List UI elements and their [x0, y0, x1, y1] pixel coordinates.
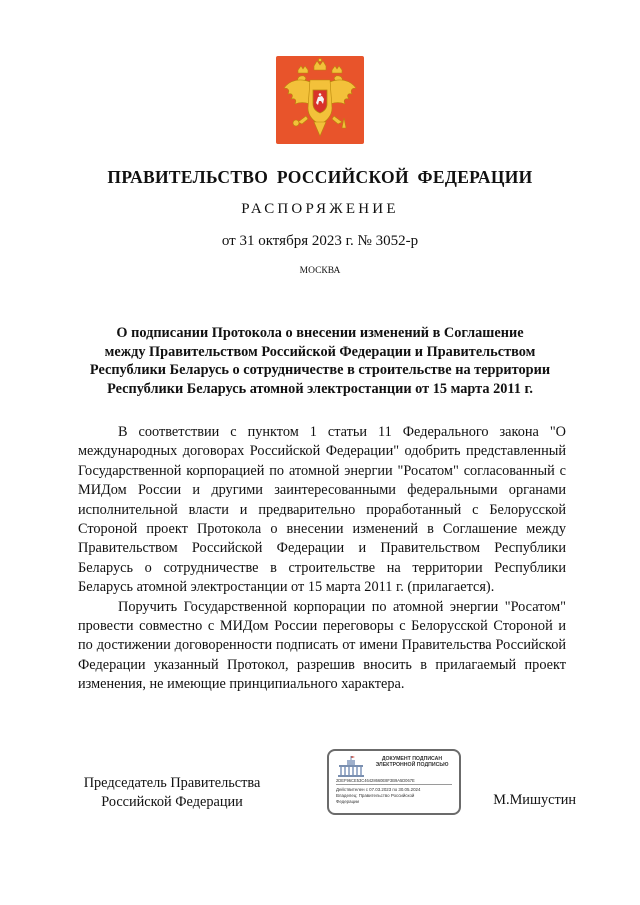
subject-line: Республики Беларусь атомной электростанции от 15 марта 2011 г. — [107, 380, 533, 397]
stamp-validity: Действителен с 07.03.2023 по 30.05.2024 — [336, 787, 421, 792]
subject-line: Республики Беларусь о сотрудничестве в строительстве на территории — [89, 362, 551, 379]
stamp-serial: 2DEF96CE53C46428660E8F3B9A5D067E — [336, 778, 415, 783]
stamp-divider — [336, 784, 452, 785]
subject-line: О подписании Протокола о внесении изменений в Соглашение — [116, 325, 524, 341]
russian-coat-of-arms-icon — [276, 56, 364, 144]
document-subject — [70, 324, 570, 398]
government-title: ПРАВИТЕЛЬСТВО РОССИЙСКОЙ ФЕДЕРАЦИИ — [107, 167, 533, 187]
document-date-number: от 31 октября 2023 г. № 3052-р — [221, 233, 419, 249]
government-building-icon — [336, 756, 366, 778]
stamp-owner: Владелец: Правительство Российской — [336, 793, 415, 798]
subject-line: между Правительством Российской Федерации и Правительством — [104, 343, 536, 360]
body-paragraph: В соответствии с пунктом 1 статьи 11 Федерального закона "О международных договорах Российской Федерации" одобрить представленный Государственной корпорацией по атомной энергии "Росатом" согласованный с МИДом России и другими заинтересованными федеральными органами исполнительной власти и предварительно проработанный с Белорусской Стороной проект Протокола о внесении изменений в Соглашение между Правительством Российской Федерации и Правительством Республики Беларусь о сотрудничестве в строительстве на территории Республики Беларусь атомной электростанции от 15 марта 2011 г. (прилагается). — [78, 424, 566, 596]
electronic-signature-stamp — [327, 749, 461, 815]
stamp-title-line: ДОКУМЕНТ ПОДПИСАН — [381, 756, 443, 762]
stamp-title-line: ЭЛЕКТРОННОЙ ПОДПИСЬЮ — [375, 762, 449, 769]
body-paragraph: Поручить Государственной корпорации по атомной энергии "Росатом" провести совместно с МИДом России переговоры с Белорусской Стороной и по достижении договоренности подписать от имени Правительства Российской Федерации указанный Протокол, разрешив вносить в прилагаемый проект изменения, не имеющие принципиального характера. — [78, 598, 566, 693]
document-city: МОСКВА — [299, 266, 341, 276]
signer-position — [72, 774, 272, 811]
document-type: РАСПОРЯЖЕНИЕ — [241, 201, 399, 217]
stamp-owner: Федерации — [336, 799, 359, 804]
signer-position-line: Российской Федерации — [101, 793, 243, 810]
signer-position-line: Председатель Правительства — [83, 775, 261, 791]
stamp-title — [365, 756, 459, 769]
signer-name: М.Мишустин — [493, 792, 576, 808]
document-body — [78, 423, 566, 695]
